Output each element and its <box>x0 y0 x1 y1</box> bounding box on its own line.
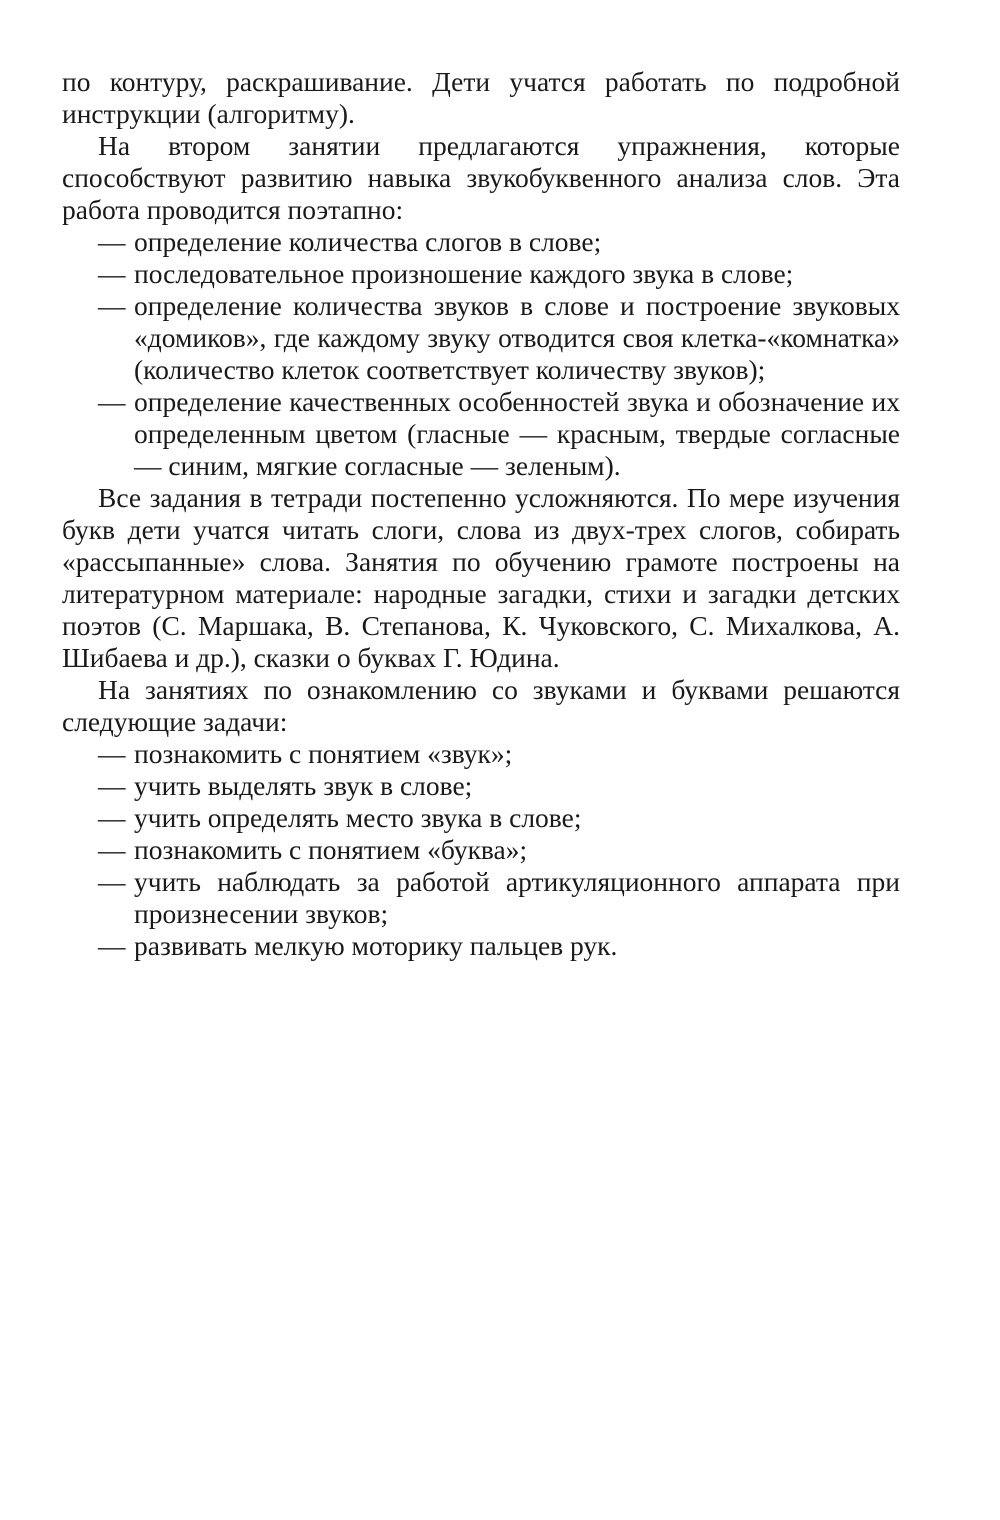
list-item <box>62 258 900 290</box>
list-item-text: учить определять место звука в слове; <box>134 802 582 833</box>
dash-marker: — <box>98 226 126 257</box>
intro-paragraph: по контуру, раскрашивание. Дети учатся работать по подробной инструкции (алгоритму). <box>62 66 900 129</box>
tasks-paragraph: Все задания в тетради постепенно усложняются. По мере изучения букв дети учатся читать слоги, слова из двух-трех слогов, собирать «рассыпанные» слова. Занятия по обучению грамоте построены на литературном материале: народные загадки, стихи и загадки детских поэтов (С. Маршака, В. Степанова, К. Чуковского, С. Михалкова, А. Шибаева и др.), сказки о буквах Г. Юдина. <box>62 482 900 673</box>
list-item-text: учить выделять звук в слове; <box>134 770 473 801</box>
list-item-text: познакомить с понятием «звук»; <box>134 738 513 769</box>
list-item-text: последовательное произношение каждого звука в слове; <box>134 258 794 289</box>
list-item <box>62 770 900 802</box>
list-item <box>62 802 900 834</box>
dash-marker: — <box>98 258 126 289</box>
list-item <box>62 930 900 962</box>
list-item <box>62 290 900 386</box>
list-item <box>62 386 900 482</box>
list-item-text: развивать мелкую моторику пальцев рук. <box>134 930 618 961</box>
dash-marker: — <box>98 834 126 865</box>
list-item <box>62 866 900 930</box>
dash-marker: — <box>98 290 126 321</box>
dash-marker: — <box>98 866 126 897</box>
list-item-text: определение качественных особенностей звука и обозначение их определенным цветом (гласные — красным, твердые согласные — синим, мягкие согласные — зеленым). <box>134 386 900 481</box>
sounds-lessons-paragraph: На занятиях по ознакомлению со звуками и буквами решаются следующие задачи: <box>62 674 900 737</box>
list-item-text: определение количества слогов в слове; <box>134 226 602 257</box>
dash-marker: — <box>98 386 126 417</box>
list-item <box>62 834 900 866</box>
list-item-text: учить наблюдать за работой артикуляционного аппарата при произнесении звуков; <box>134 866 900 929</box>
list-item <box>62 226 900 258</box>
dash-marker: — <box>98 770 126 801</box>
dash-marker: — <box>98 738 126 769</box>
list-item <box>62 738 900 770</box>
list-item-text: познакомить с понятием «буква»; <box>134 834 528 865</box>
dash-marker: — <box>98 930 126 961</box>
second-lesson-paragraph: На втором занятии предлагаются упражнения, которые способствуют развитию навыка звукобуквенного анализа слов. Эта работа проводится поэтапно: <box>62 130 900 225</box>
dash-marker: — <box>98 802 126 833</box>
lesson-goals-list <box>62 738 900 962</box>
document-page <box>62 66 900 962</box>
analysis-steps-list <box>62 226 900 482</box>
list-item-text: определение количества звуков в слове и построение звуковых «домиков», где каждому звуку отводится своя клетка-«комнатка» (количество клеток соответствует количеству звуков); <box>134 290 900 385</box>
